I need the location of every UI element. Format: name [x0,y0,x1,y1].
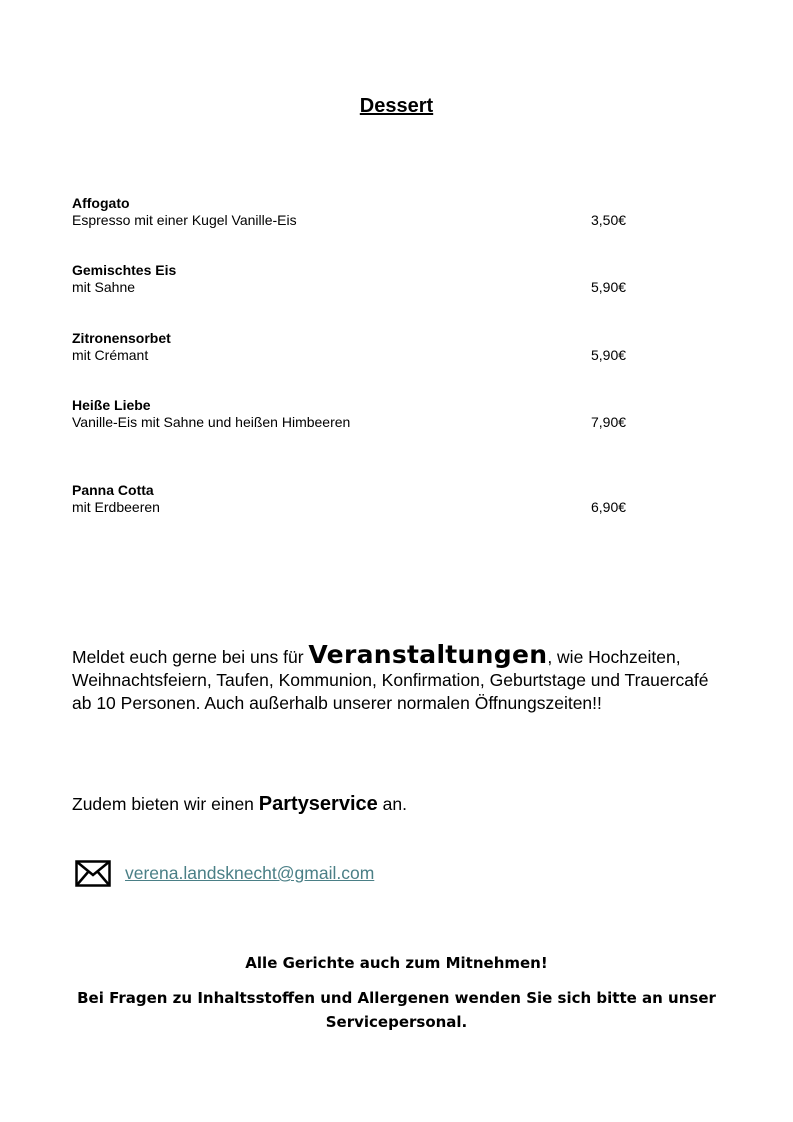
menu-item-zitronensorbet [72,330,692,364]
menu-item-price: 3,50€ [591,212,627,228]
menu-item-heisse-liebe [72,397,692,431]
envelope-icon [75,860,111,887]
menu-item-price: 5,90€ [591,279,627,295]
menu-item-name: Heiße Liebe [72,397,151,413]
menu-item-name: Affogato [72,195,130,211]
allergen-note: Bei Fragen zu Inhaltsstoffen und Allergenen wenden Sie sich bitte an unser Servicepersonal. [77,989,716,1031]
party-suffix: an. [377,794,407,814]
menu-item-affogato [72,195,692,229]
page-title: Dessert [359,95,434,117]
takeaway-note: Alle Gerichte auch zum Mitnehmen! [245,954,548,972]
party-prefix: Zudem bieten wir einen [72,794,259,814]
menu-item-description: mit Sahne [72,279,136,295]
email-link[interactable]: verena.landsknecht@gmail.com [125,863,375,883]
menu-item-description: Espresso mit einer Kugel Vanille-Eis [72,212,297,228]
menu-item-price: 5,90€ [591,347,627,363]
menu-item-gemischtes-eis [72,262,692,296]
menu-item-name: Gemischtes Eis [72,262,177,278]
party-highlight: Partyservice [258,793,378,815]
party-paragraph [72,792,407,816]
menu-item-description: Vanille-Eis mit Sahne und heißen Himbeeren [72,414,351,430]
events-paragraph [72,640,722,715]
events-prefix: Meldet euch gerne bei uns für [72,647,309,667]
menu-item-description: mit Crémant [72,347,149,363]
menu-item-price: 6,90€ [591,499,627,515]
menu-item-name: Zitronensorbet [72,330,171,346]
menu-item-panna-cotta [72,482,692,516]
menu-item-name: Panna Cotta [72,482,154,498]
events-suffix: , wie Hochzeiten, Weihnachtsfeiern, Taufen, Kommunion, Konfirmation, Geburtstage und Trauercafé ab 10 Personen. Auch außerhalb unserer normalen Öffnungszeiten!! [72,647,709,713]
menu-item-description: mit Erdbeeren [72,499,160,515]
menu-item-price: 7,90€ [591,414,627,430]
events-highlight: Veranstaltungen [308,640,548,669]
